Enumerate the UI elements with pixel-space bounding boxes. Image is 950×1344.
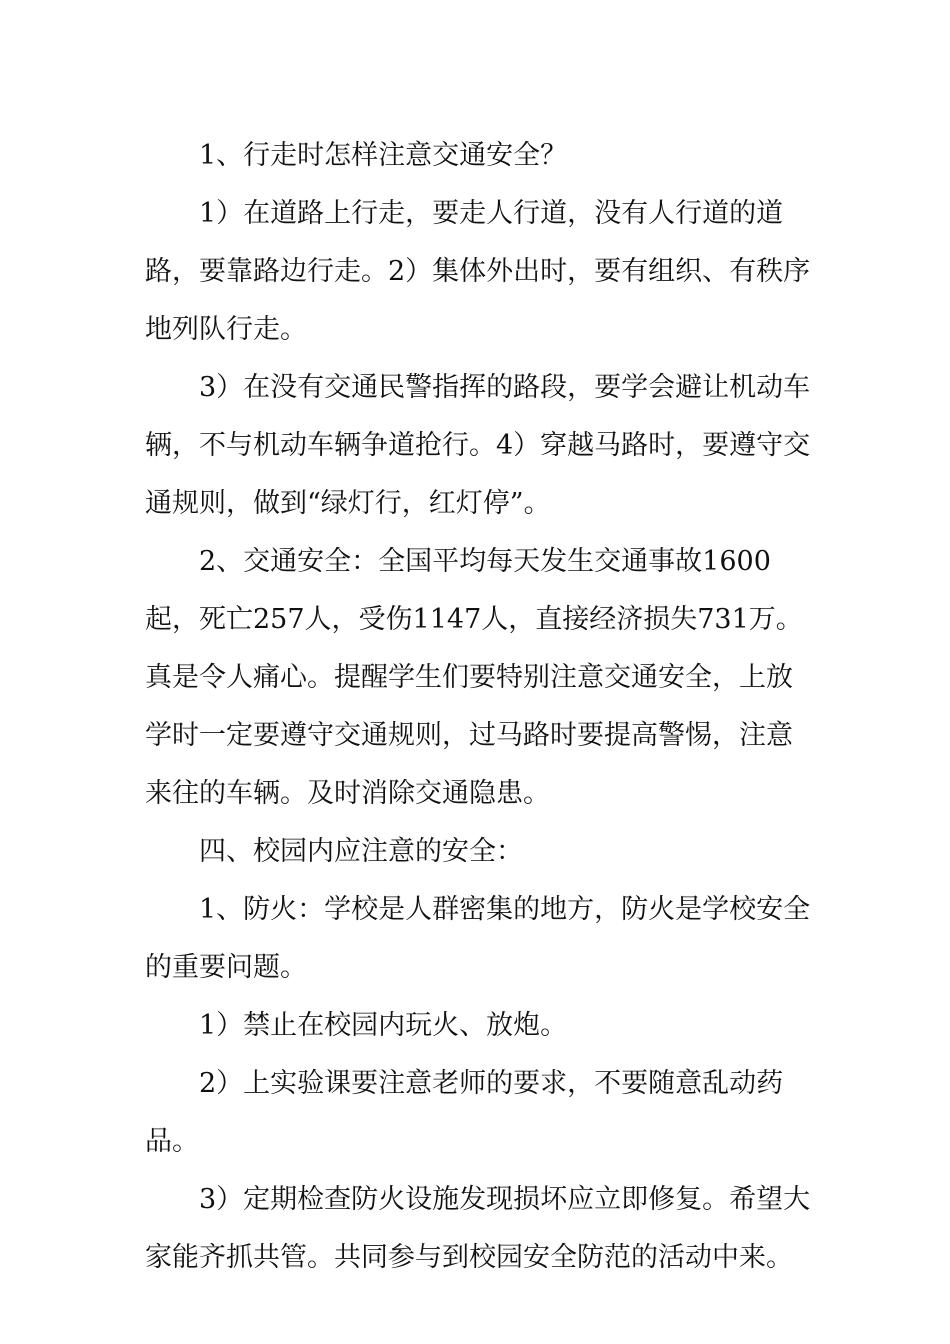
document-body	[145, 127, 815, 1287]
paragraph-fire-prevention: 1、防火：学校是人群密集的地方，防火是学校安全的重要问题。	[145, 894, 811, 983]
paragraph-fire-rule-1: 1）禁止在校园内玩火、放炮。	[199, 1010, 568, 1041]
paragraph-fire-rule-2: 2）上实验课要注意老师的要求，不要随意乱动药品。	[145, 1068, 784, 1157]
paragraph-traffic-statistics: 2、交通安全：全国平均每天发生交通事故1600起，死亡257人，受伤1147人，直接经济损失731万。真是令人痛心。提醒学生们要特别注意交通安全，上放学时一定要遵守交通规则，过马路时要提高警惕，注意来往的车辆。及时消除交通隐患。	[145, 546, 803, 809]
paragraph-walking-rules-1: 1）在道路上行走，要走人行道，没有人行道的道路，要靠路边行走。2）集体外出时，要有组织、有秩序地列队行走。	[145, 198, 811, 345]
paragraph-fire-rule-3: 3）定期检查防火设施发现损坏应立即修复。希望大家能齐抓共管。共同参与到校园安全防范的活动中来。	[145, 1184, 811, 1273]
paragraph-campus-safety-heading: 四、校园内应注意的安全：	[199, 836, 523, 867]
paragraph-walking-rules-2: 3）在没有交通民警指挥的路段，要学会避让机动车辆，不与机动车辆争道抢行。4）穿越马路时，要遵守交通规则，做到“绿灯行，红灯停”。	[145, 372, 811, 519]
paragraph-walking-safety-heading: 1、行走时怎样注意交通安全？	[199, 140, 568, 171]
